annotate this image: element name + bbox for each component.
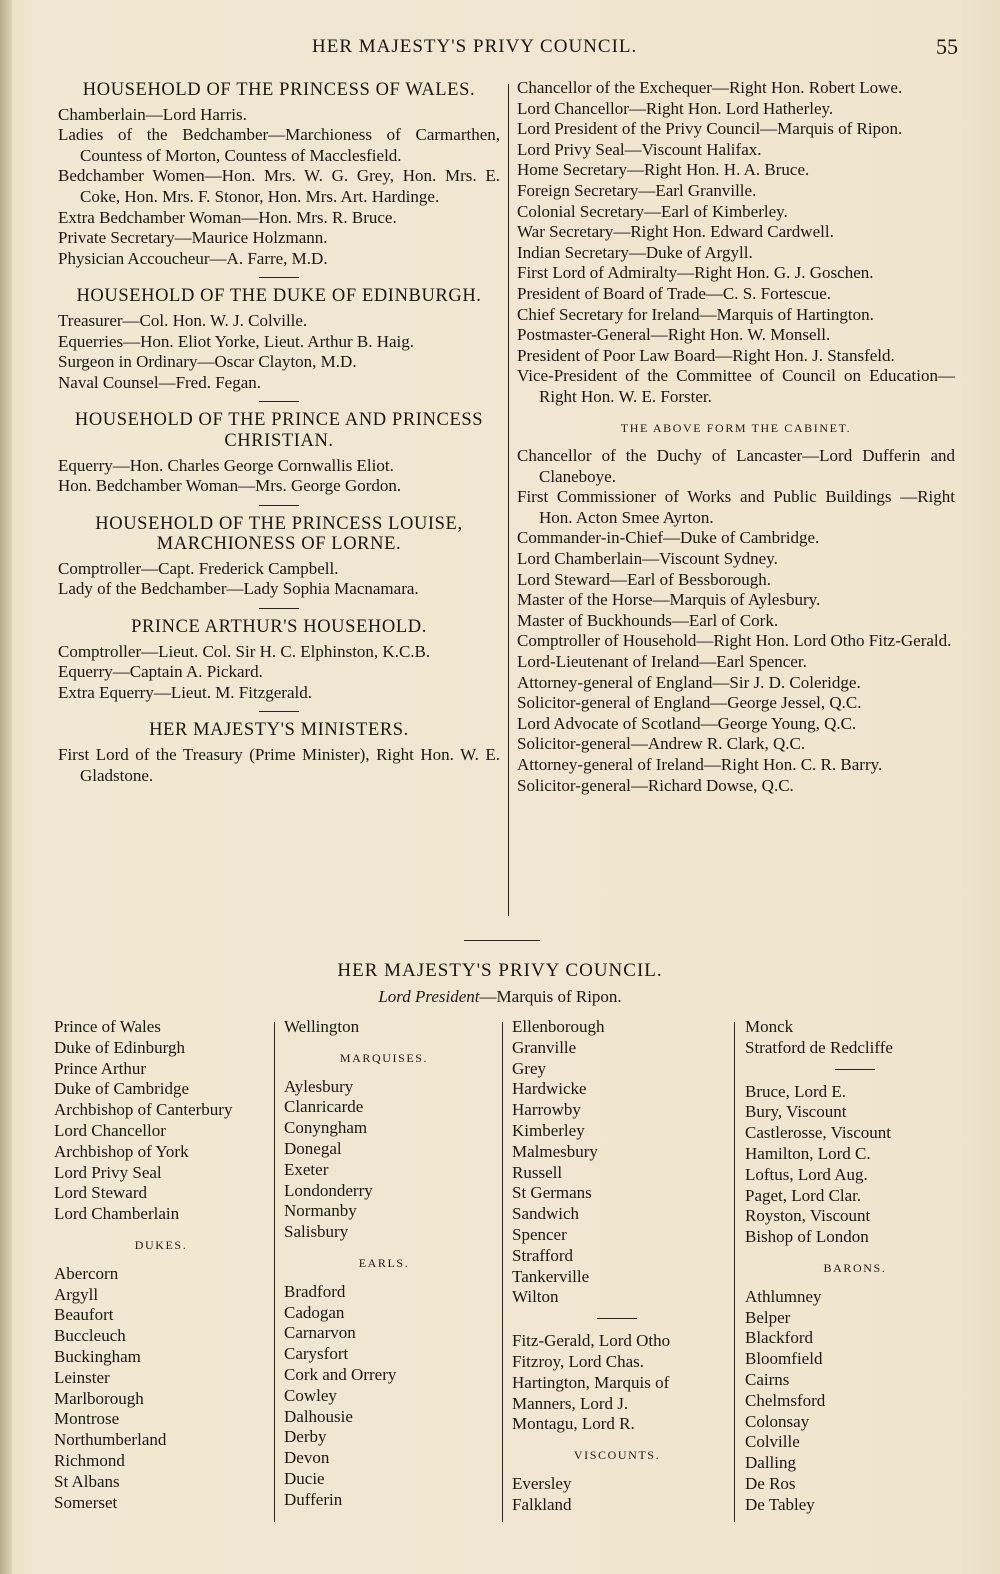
council-member: De Tabley (745, 1494, 815, 1514)
council-member: Royston, Viscount (745, 1206, 871, 1226)
council-member: Hartington, Marquis of (512, 1372, 670, 1392)
rule-spacer (58, 269, 500, 286)
entry: First Commissioner of Works and Public Buildings —Right Hon. Acton Smee Ayrton. (517, 487, 955, 527)
council-member: Conyngham (284, 1118, 368, 1138)
small-caps-heading: DUKES. (134, 1237, 188, 1252)
council-member: Fitz-Gerald, Lord Otho (512, 1331, 671, 1351)
council-member: Devon (284, 1448, 330, 1468)
council-column-3 (512, 1017, 722, 1516)
section-heading: HOUSEHOLD OF THE DUKE OF EDINBURGH. (76, 286, 482, 307)
council-member: Bury, Viscount (745, 1102, 847, 1122)
council-column-1 (54, 1017, 268, 1513)
section-heading: HOUSEHOLD OF THE PRINCESS OF WALES. (82, 80, 476, 100)
entry: Lord Privy Seal—Viscount Halifax. (517, 139, 762, 159)
council-member: Dufferin (284, 1489, 343, 1509)
entry: Comptroller of Household—Right Hon. Lord Otho Fitz-Gerald. (517, 631, 952, 651)
council-member: St Germans (512, 1183, 592, 1203)
council-member: Hardwicke (512, 1079, 587, 1099)
entry: Postmaster-General—Right Hon. W. Monsell. (517, 325, 831, 345)
council-member: Lord Privy Seal (54, 1162, 162, 1182)
council-member: Clanricarde (284, 1097, 364, 1117)
council-member: Archbishop of York (54, 1141, 189, 1161)
rule-spacer (58, 600, 500, 617)
entry: First Lord of Admiralty—Right Hon. G. J. Goschen. (517, 263, 874, 283)
running-title: HER MAJESTY'S PRIVY COUNCIL. (312, 36, 638, 57)
council-member: Paget, Lord Clar. (745, 1185, 862, 1205)
entry: Surgeon in Ordinary—Oscar Clayton, M.D. (58, 352, 357, 372)
council-member: Abercorn (54, 1263, 119, 1283)
entry: Lord Chancellor—Right Hon. Lord Hatherley. (517, 98, 834, 118)
rule-spacer (512, 1308, 722, 1331)
council-member: Stratford de Redcliffe (745, 1037, 893, 1057)
entry: Extra Bedchamber Woman—Hon. Mrs. R. Bruce. (58, 207, 397, 227)
council-title: HER MAJESTY'S PRIVY COUNCIL. (337, 960, 663, 981)
council-member: St Albans (54, 1471, 120, 1491)
small-caps-heading: MARQUISES. (339, 1050, 429, 1065)
council-member: Hamilton, Lord C. (745, 1143, 871, 1163)
council-member: Athlumney (745, 1286, 822, 1306)
entry: Master of the Horse—Marquis of Aylesbury. (517, 590, 821, 610)
entry: Lord Steward—Earl of Bessborough. (517, 569, 772, 589)
council-member: Argyll (54, 1284, 99, 1304)
left-column (58, 80, 500, 786)
entry: Indian Secretary—Duke of Argyll. (517, 242, 753, 262)
council-member: Bishop of London (745, 1227, 869, 1247)
entry: Naval Counsel—Fred. Fegan. (58, 372, 262, 392)
small-caps-heading: VISCOUNTS. (573, 1448, 661, 1463)
council-member: Ellenborough (512, 1017, 605, 1036)
council-member: Sandwich (512, 1204, 580, 1224)
running-header (0, 36, 1000, 66)
council-member: Chelmsford (745, 1390, 826, 1410)
council-member: Wilton (512, 1287, 559, 1307)
council-member: Falkland (512, 1494, 572, 1514)
council-member: Somerset (54, 1492, 118, 1512)
council-member: Colville (745, 1432, 800, 1452)
council-member: Cairns (745, 1369, 790, 1389)
council-member: Montrose (54, 1409, 120, 1429)
entry: Vice-President of the Committee of Council on Education—Right Hon. W. E. Forster. (517, 366, 955, 406)
entry: Treasurer—Col. Hon. W. J. Colville. (58, 310, 308, 330)
section-heading: HER MAJESTY'S MINISTERS. (149, 720, 409, 741)
column-divider (508, 84, 509, 916)
page-number: 55 (936, 34, 958, 59)
council-member: Monck (745, 1017, 794, 1036)
entry: President of Poor Law Board—Right Hon. J. Stansfeld. (517, 345, 895, 365)
entry: Comptroller—Lieut. Col. Sir H. C. Elphinston, K.C.B. (58, 641, 431, 661)
rule (259, 401, 299, 402)
entry: Lord Chamberlain—Viscount Sydney. (517, 549, 778, 569)
entry: Lord-Lieutenant of Ireland—Earl Spencer. (517, 652, 807, 672)
council-member: Russell (512, 1162, 563, 1182)
entry: Attorney-general of England—Sir J. D. Coleridge. (517, 672, 861, 692)
section-heading: PRINCE ARTHUR'S HOUSEHOLD. (131, 617, 427, 638)
council-member: Dalling (745, 1453, 796, 1473)
entry: Commander-in-Chief—Duke of Cambridge. (517, 528, 820, 548)
entry: Solicitor-general of England—George Jessel, Q.C. (517, 693, 862, 713)
council-member: Spencer (512, 1224, 567, 1244)
entry: Comptroller—Capt. Frederick Campbell. (58, 558, 339, 578)
entry: Chief Secretary for Ireland—Marquis of Hartington. (517, 304, 874, 324)
rule-spacer (745, 1059, 965, 1082)
council-member: Eversley (512, 1473, 572, 1493)
entry: Lady of the Bedchamber—Lady Sophia Macnamara. (58, 579, 419, 599)
council-member: Loftus, Lord Aug. (745, 1164, 868, 1184)
entry: First Lord of the Treasury (Prime Minister), Right Hon. W. E. Gladstone. (58, 745, 500, 785)
entry: Master of Buckhounds—Earl of Cork. (517, 610, 779, 630)
entry: Ladies of the Bedchamber—Marchioness of Carmarthen, Countess of Morton, Countess of Macclesfield. (58, 125, 500, 165)
council-member: Archbishop of Canterbury (54, 1100, 233, 1120)
council-member: Kimberley (512, 1120, 585, 1140)
council-member: Bruce, Lord E. (745, 1081, 847, 1101)
entry: Hon. Bedchamber Woman—Mrs. George Gordon. (58, 476, 402, 496)
entry: Chancellor of the Exchequer—Right Hon. Robert Lowe. (517, 78, 903, 97)
council-member: Malmesbury (512, 1141, 598, 1161)
council-member: Carnarvon (284, 1323, 356, 1343)
council-member: Strafford (512, 1245, 574, 1265)
council-member: Richmond (54, 1450, 125, 1470)
council-member: Normanby (284, 1201, 357, 1221)
entry: Chamberlain—Lord Harris. (58, 104, 247, 124)
entry: War Secretary—Right Hon. Edward Cardwell. (517, 222, 834, 242)
rule-spacer (58, 497, 500, 514)
entry: Chancellor of the Duchy of Lancaster—Lord Dufferin and Claneboye. (517, 446, 955, 486)
rule (597, 1318, 637, 1319)
council-member: Fitzroy, Lord Chas. (512, 1351, 645, 1371)
entry: Attorney-general of Ireland—Right Hon. C. R. Barry. (517, 755, 883, 774)
rule (259, 711, 299, 712)
entry: Colonial Secretary—Earl of Kimberley. (517, 201, 788, 221)
small-caps-heading: BARONS. (823, 1260, 887, 1275)
council-member: Prince Arthur (54, 1058, 147, 1078)
lord-president-name: —Marquis of Ripon. (479, 987, 622, 1006)
section-rule (464, 940, 540, 941)
book-spine (0, 0, 12, 1574)
council-member: Ducie (284, 1468, 325, 1488)
entry: Lord Advocate of Scotland—George Young, Q.C. (517, 713, 857, 733)
lord-president-line (0, 987, 1000, 1007)
council-member: Belper (745, 1307, 791, 1327)
rule-spacer (58, 393, 500, 410)
council-member: Leinster (54, 1367, 110, 1387)
council-column-4 (745, 1017, 965, 1516)
council-member: Londonderry (284, 1180, 373, 1200)
council-member: Colonsay (745, 1411, 810, 1431)
entry: Home Secretary—Right Hon. H. A. Bruce. (517, 160, 810, 180)
council-column-2 (284, 1017, 484, 1511)
entry: Equerries—Hon. Eliot Yorke, Lieut. Arthur B. Haig. (58, 331, 415, 351)
entry: Equerry—Hon. Charles George Cornwallis Eliot. (58, 455, 394, 475)
council-member: Grey (512, 1058, 546, 1078)
rule (259, 505, 299, 506)
council-divider-3 (734, 1022, 735, 1522)
council-member: Wellington (284, 1017, 360, 1036)
council-member: Salisbury (284, 1222, 349, 1242)
entry: Solicitor-general—Richard Dowse, Q.C. (517, 775, 794, 795)
entry: Equerry—Captain A. Pickard. (58, 662, 263, 682)
council-member: Cork and Orrery (284, 1364, 397, 1384)
entry: President of Board of Trade—C. S. Fortescue. (517, 283, 832, 303)
council-member: Duke of Edinburgh (54, 1037, 185, 1057)
entry: Physician Accoucheur—A. Farre, M.D. (58, 248, 328, 268)
council-member: Dalhousie (284, 1406, 353, 1426)
rule (259, 608, 299, 609)
council-member: Granville (512, 1037, 577, 1057)
council-member: Exeter (284, 1159, 329, 1179)
council-member: Bloomfield (745, 1349, 823, 1369)
council-member: Lord Chamberlain (54, 1204, 180, 1224)
council-member: Manners, Lord J. (512, 1393, 629, 1413)
council-member: Buckingham (54, 1346, 141, 1366)
council-member: Blackford (745, 1328, 813, 1348)
council-member: Carysfort (284, 1344, 349, 1364)
council-member: Beaufort (54, 1305, 114, 1325)
entry: Private Secretary—Maurice Holzmann. (58, 228, 328, 248)
entry: Extra Equerry—Lieut. M. Fitzgerald. (58, 682, 312, 702)
entry: Solicitor-general—Andrew R. Clark, Q.C. (517, 734, 806, 754)
council-member: De Ros (745, 1473, 796, 1493)
council-member: Cadogan (284, 1302, 345, 1322)
council-member: Montagu, Lord R. (512, 1414, 635, 1434)
council-divider-1 (274, 1022, 275, 1522)
council-member: Bradford (284, 1281, 346, 1301)
council-member: Donegal (284, 1138, 342, 1158)
small-caps-heading: EARLS. (358, 1255, 410, 1270)
section-heading: HOUSEHOLD OF THE PRINCESS LOUISE, MARCHIONESS OF LORNE. (95, 513, 463, 555)
council-member: Aylesbury (284, 1076, 354, 1096)
section-heading: HOUSEHOLD OF THE PRINCE AND PRINCESS CHRISTIAN. (74, 410, 484, 451)
rule (259, 277, 299, 278)
council-member: Duke of Cambridge (54, 1079, 190, 1099)
rule (835, 1069, 875, 1070)
council-member: Buccleuch (54, 1326, 126, 1346)
council-member: Cowley (284, 1385, 337, 1405)
council-member: Northumberland (54, 1430, 167, 1450)
council-member: Marlborough (54, 1388, 144, 1408)
entry: Foreign Secretary—Earl Granville. (517, 180, 757, 200)
rule-spacer (58, 703, 500, 720)
council-divider-2 (502, 1022, 503, 1522)
council-member: Harrowby (512, 1100, 581, 1120)
council-member: Lord Chancellor (54, 1120, 166, 1140)
entry: Lord President of the Privy Council—Marquis of Ripon. (517, 119, 903, 139)
council-member: Derby (284, 1427, 327, 1447)
council-member: Prince of Wales (54, 1017, 161, 1036)
council-member: Tankerville (512, 1266, 590, 1286)
small-caps-heading: THE ABOVE FORM THE CABINET. (620, 420, 852, 435)
council-member: Lord Steward (54, 1183, 148, 1203)
right-column (517, 78, 955, 796)
lord-president-label: Lord President (378, 987, 480, 1006)
council-member: Castlerosse, Viscount (745, 1123, 891, 1143)
entry: Bedchamber Women—Hon. Mrs. W. G. Grey, Hon. Mrs. E. Coke, Hon. Mrs. F. Stonor, Hon. Mrs. Art. Hardinge. (58, 166, 500, 206)
